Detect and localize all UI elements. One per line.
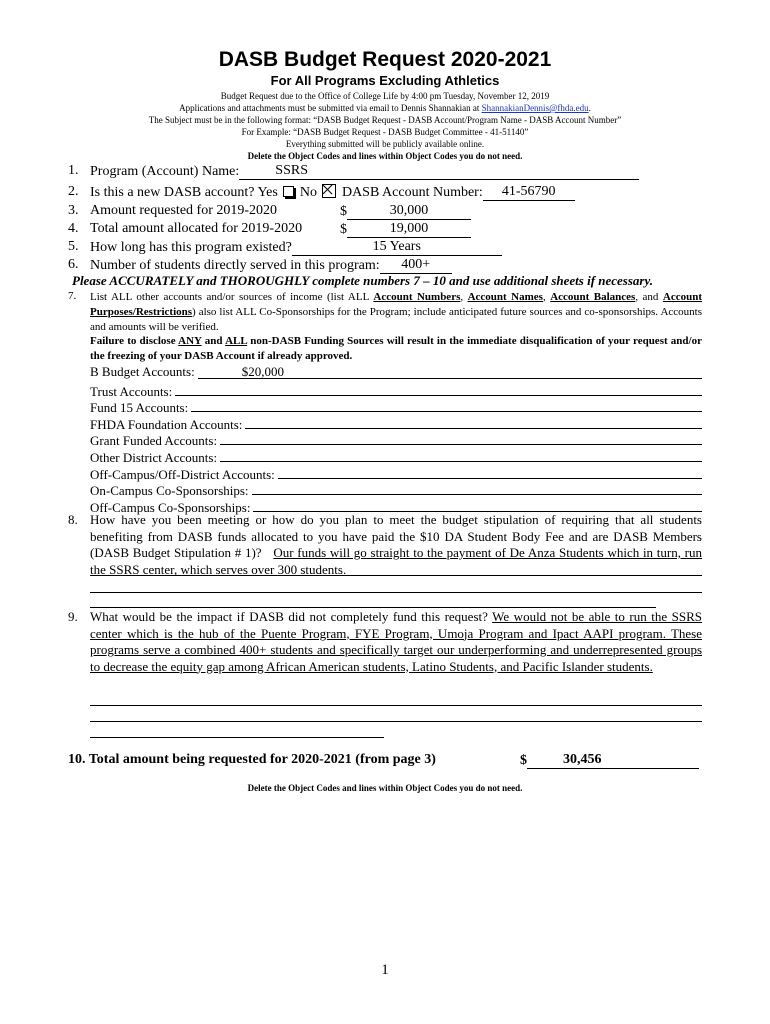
q9-answer[interactable]: We would not be able to run the SSRS center which is the hub of the Puente Program, FYE Program, Umoja Program and Ipact AAPI program. These programs serve a combined 400+ students and specifically target our underperforming and underrepresented groups to decrease the equity gap among African American students, Latino Students, and Pacific Islander students. — [90, 609, 703, 674]
q3-value-field: $ 30,000 — [340, 203, 471, 220]
account-label: FHDA Foundation Accounts: — [90, 416, 243, 432]
q1-field: Program (Account) Name: SSRS — [90, 163, 639, 180]
q7-warning: Failure to disclose ANY and ALL non-DASB Funding Sources will result in the immediate disqualification of your request and/or the freezing of your DASB Account if already approved. — [90, 335, 702, 362]
no-checkbox-checked[interactable] — [322, 184, 336, 198]
account-label: Trust Accounts: — [90, 383, 173, 399]
account-label: Off-Campus Co-Sponsorships: — [90, 499, 251, 515]
account-value-field[interactable] — [191, 397, 702, 412]
amount-requested-field[interactable]: 30,000 — [347, 203, 471, 220]
account-value-field[interactable] — [253, 497, 702, 512]
instruction-text: Please ACCURATELY and THOROUGHLY complete numbers 7 – 10 and use additional sheets if necessary. — [72, 273, 654, 288]
q4-number: 4. — [68, 221, 79, 236]
q4-value-field: $ 19,000 — [340, 221, 471, 238]
q9-answer-line[interactable] — [90, 721, 702, 722]
account-label: On-Campus Co-Sponsorships: — [90, 483, 249, 499]
subject-note: The Subject must be in the following format: “DASB Budget Request - DASB Account/Program Name - DASB Account Number” — [148, 115, 622, 125]
q1-number: 1. — [68, 163, 79, 178]
account-label: B Budget Accounts: — [90, 364, 195, 379]
page-subtitle: For All Programs Excluding Athletics — [270, 73, 500, 88]
q8-question: How have you been meeting or how do you plan to meet the budget stipulation of requiring that all students benefiting from DASB funds allocated to you have paid the $10 DA Student Body Fee and are DASB Members (DASB Budget Stipulation # 1)? — [90, 512, 702, 560]
footer-delete-note: Delete the Object Codes and lines within Object Codes you do not need. — [247, 783, 523, 793]
total-requested-field[interactable]: 30,456 — [527, 752, 699, 769]
q8-number: 8. — [68, 512, 78, 527]
yes-checkbox[interactable] — [283, 186, 294, 197]
students-served-field[interactable]: 400+ — [380, 257, 452, 274]
q8-answer-line[interactable] — [90, 607, 656, 608]
program-name-field[interactable]: SSRS — [239, 163, 639, 180]
q7-number: 7. — [68, 290, 77, 302]
q5-number: 5. — [68, 239, 79, 254]
account-value-field[interactable] — [220, 430, 702, 445]
q9-number: 9. — [68, 609, 78, 624]
page-number: 1 — [381, 962, 389, 978]
account-number-field[interactable]: 41-56790 — [483, 184, 575, 201]
due-note: Budget Request due to the Office of College Life by 4:00 pm Tuesday, November 12, 2019 — [220, 91, 550, 101]
q10-value-field: $ 30,456 — [520, 752, 699, 769]
public-note: Everything submitted will be publicly available online. — [285, 139, 485, 149]
q9-answer-line[interactable] — [90, 705, 702, 706]
q9-block — [90, 609, 702, 675]
q8-answer-line[interactable] — [90, 575, 702, 576]
q4-label: Total amount allocated for 2019-2020 — [90, 221, 303, 236]
delete-note: Delete the Object Codes and lines within Object Codes you do not need. — [247, 151, 523, 161]
email-link[interactable]: ShannakianDennis@fhda.edu — [481, 103, 589, 113]
q3-number: 3. — [68, 203, 79, 218]
account-value-field[interactable] — [220, 447, 702, 462]
account-label: Fund 15 Accounts: — [90, 400, 189, 416]
q9-answer-line[interactable] — [90, 737, 384, 738]
q5-field: How long has this program existed? 15 Years — [90, 239, 502, 256]
account-row — [90, 364, 702, 380]
account-value-field[interactable] — [175, 381, 702, 396]
account-value-field[interactable] — [252, 480, 702, 495]
account-label: Grant Funded Accounts: — [90, 433, 218, 449]
q6-field: Number of students directly served in this program: 400+ — [90, 257, 452, 274]
account-value-field[interactable] — [245, 414, 702, 429]
program-duration-field[interactable]: 15 Years — [292, 239, 502, 256]
amount-allocated-field[interactable]: 19,000 — [347, 221, 471, 238]
q8-answer[interactable]: Our funds will go straight to the payment of De Anza Students which in turn, run the SSRS center, which serves over 300 students. — [90, 545, 703, 577]
q2-field: Is this a new DASB account? Yes No DASB Account Number: 41-56790 — [90, 184, 575, 201]
q2-number: 2. — [68, 184, 79, 199]
account-value-field[interactable]: $20,000 — [198, 364, 702, 379]
q8-block — [90, 512, 702, 578]
q6-number: 6. — [68, 257, 79, 272]
page-title: DASB Budget Request 2020-2021 — [218, 48, 552, 71]
submit-note: Applications and attachments must be submitted via email to Dennis Shannakian at ShannakianDennis@fhda.edu. — [179, 103, 591, 113]
account-value-field[interactable] — [278, 464, 702, 479]
q7-question: List ALL other accounts and/or sources of income (list ALL Account Numbers, Account Names, Account Balances, and Account Purposes/Restrictions) also list ALL Co-Sponsorships for the Program; include anticipated future sources and co-sponsorships. Accounts and amounts will be verified. — [90, 291, 703, 333]
account-label: Off-Campus/Off-District Accounts: — [90, 466, 275, 482]
q10-label: 10. Total amount being requested for 2020-2021 (from page 3) — [68, 752, 436, 767]
q3-label: Amount requested for 2019-2020 — [90, 203, 278, 218]
example-note: For Example: “DASB Budget Request - DASB Budget Committee - 41-51140” — [241, 127, 529, 137]
q9-question: What would be the impact if DASB did not completely fund this request? — [90, 609, 488, 624]
q8-answer-line[interactable] — [90, 592, 702, 593]
account-label: Other District Accounts: — [90, 450, 218, 465]
